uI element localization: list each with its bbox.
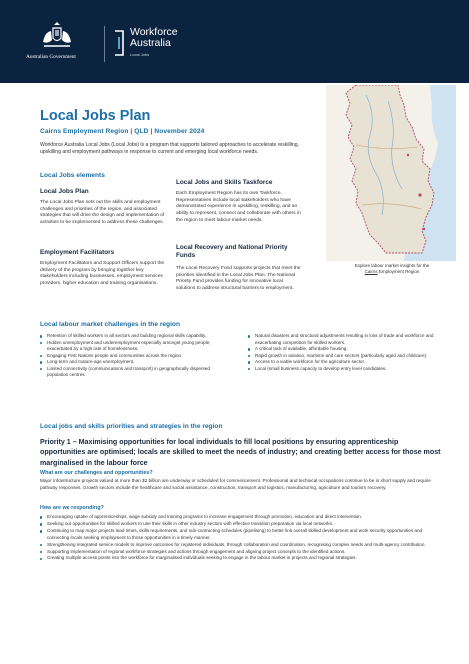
list-item: Long-term and mature-age unemployment. bbox=[40, 359, 220, 366]
coat-of-arms-icon bbox=[40, 22, 74, 50]
recovery-heading: Local Recovery and National Priority Funds bbox=[176, 244, 288, 260]
elements-heading: Local Jobs elements bbox=[40, 172, 105, 179]
facilitators-paragraph: Employment Facilitators and Support Officers support the delivery of the program by bringing together key stakeholders including businesses, employment services providers, higher education and training organisations. bbox=[40, 261, 165, 287]
intro-paragraph: Workforce Australia Local Jobs (Local Jobs) is a program that supports tailored approaches to accelerate reskilling, upskilling and employment pathways in response to current and emerging local workforce needs. bbox=[40, 142, 299, 156]
list-item: Encouraging uptake of apprenticeships, wage subsidy and training programs to increase engagement through promotion, education and direct intervention. bbox=[40, 514, 444, 521]
list-item: Seeking out opportunities for skilled workers to use their skills in other industry sectors with effective transition preparation via local networks. bbox=[40, 521, 444, 528]
list-item: Access to a viable workforce for the agriculture sector. bbox=[248, 359, 444, 366]
plan-paragraph: The Local Jobs Plan sets out the skills and employment challenges and priorities of the region, and associated strategies that will drive the design and implementation of activities to be implemented to address these challenges. bbox=[40, 200, 165, 226]
list-item: Engaging First Nations people and communities across the region. bbox=[40, 353, 220, 360]
challenges-heading: Local labour market challenges in the region bbox=[40, 321, 180, 328]
challenges-opportunities-paragraph: Major infrastructure projects valued at more than $2 billion are underway or scheduled for commencement. Professional and technical occupations continue to be in short supply and require pathway responses. Growth sectors include the healthcare and social assistance, construction, transport and logistics, manufacturing, agriculture and tourism recovery. bbox=[40, 478, 431, 490]
recovery-paragraph: The Local Recovery Fund supports projects that meet the priorities identified in the Local Jobs Plan. The National Priority Fund provides funding for innovative local solutions to address structural barriers to employment. bbox=[176, 266, 301, 292]
government-name: Australian Government bbox=[26, 54, 76, 60]
challenges-opportunities-heading: What are our challenges and opportunities? bbox=[40, 470, 153, 476]
list-item: A critical lack of available, affordable housing. bbox=[248, 346, 444, 353]
taskforce-paragraph: Each Employment Region has its own Taskforce. Representatives include local stakeholders who have demonstrated experience in upskilling, reskilling, and an ability to represent, connect and collaborate with others in the region to meet labour market needs. bbox=[176, 191, 301, 223]
list-item: Creating multiple access points into the workforce for marginalised individuals seeking to engage in the labour market in projects and regional strategies. bbox=[40, 555, 444, 562]
header-divider bbox=[104, 26, 105, 62]
facilitators-heading: Employment Facilitators bbox=[40, 249, 115, 256]
list-item: Limited connectivity (communications and transport) in geographically dispersed population centres. bbox=[40, 366, 220, 379]
list-item: Rapid growth in aviation, maritime and care sectors (particularly aged and childcare). bbox=[248, 353, 444, 360]
brand-subtitle: Local Jobs bbox=[130, 52, 150, 57]
list-item: Strengthening integrated service models to improve outcomes for registered individuals, through collaboration and coordination, recognising complex needs and multi-agency contribution. bbox=[40, 542, 444, 549]
responses-list bbox=[40, 514, 444, 562]
plan-heading: Local Jobs Plan bbox=[40, 188, 89, 195]
page-subtitle: Cairns Employment Region | QLD | November 2024 bbox=[40, 128, 205, 135]
brand-title: Workforce Australia bbox=[130, 26, 178, 49]
list-item: Local (small business capacity to develop entry level candidates. bbox=[248, 366, 444, 373]
taskforce-heading: Local Jobs and Skills Taskforce bbox=[176, 179, 273, 186]
list-item: Continuing to map major projects lead times, skills requirements, and sub-contracting schedules (pipelining) to better link overall skilled development and work security opportunities and connecting locals seeking employment to those opportunities in a timely manner. bbox=[40, 528, 444, 542]
priorities-heading: Local jobs and skills priorities and strategies in the region bbox=[40, 423, 223, 430]
page-title: Local Jobs Plan bbox=[40, 108, 151, 124]
list-item: Supporting implementation of regional workforce strategies and actions through engagement and aligning project concepts to the identified actions. bbox=[40, 549, 444, 556]
priority-1-heading: Priority 1 – Maximising opportunities for local individuals to fill local positions by ensuring apprenticeship opportunities are optimised; locals are skilled to meet the needs of industry; and creating better access for those most marginalised in the labour force bbox=[40, 438, 441, 467]
workforce-australia-mark-icon bbox=[113, 29, 125, 57]
responding-heading: How are we responding? bbox=[40, 505, 104, 511]
challenges-list-left bbox=[40, 333, 220, 379]
australian-government-logo bbox=[26, 22, 88, 68]
challenges-list-right bbox=[248, 333, 444, 372]
cairns-link[interactable]: Cairns bbox=[364, 269, 378, 275]
region-map bbox=[326, 85, 456, 261]
list-item: Retention of skilled workers in all sectors and building regional skills capability. bbox=[40, 333, 220, 340]
page-header bbox=[0, 0, 469, 83]
list-item: Hidden unemployment and underemployment especially amongst young people, exacerbated by a high rate of homelessness. bbox=[40, 340, 220, 353]
map-caption: Explore labour market insights for the Cairns Employment Region bbox=[354, 263, 430, 275]
list-item: Natural disasters and structural adjustments resulting in loss of trade and workforce and exacerbating competition for skilled workers. bbox=[248, 333, 444, 346]
